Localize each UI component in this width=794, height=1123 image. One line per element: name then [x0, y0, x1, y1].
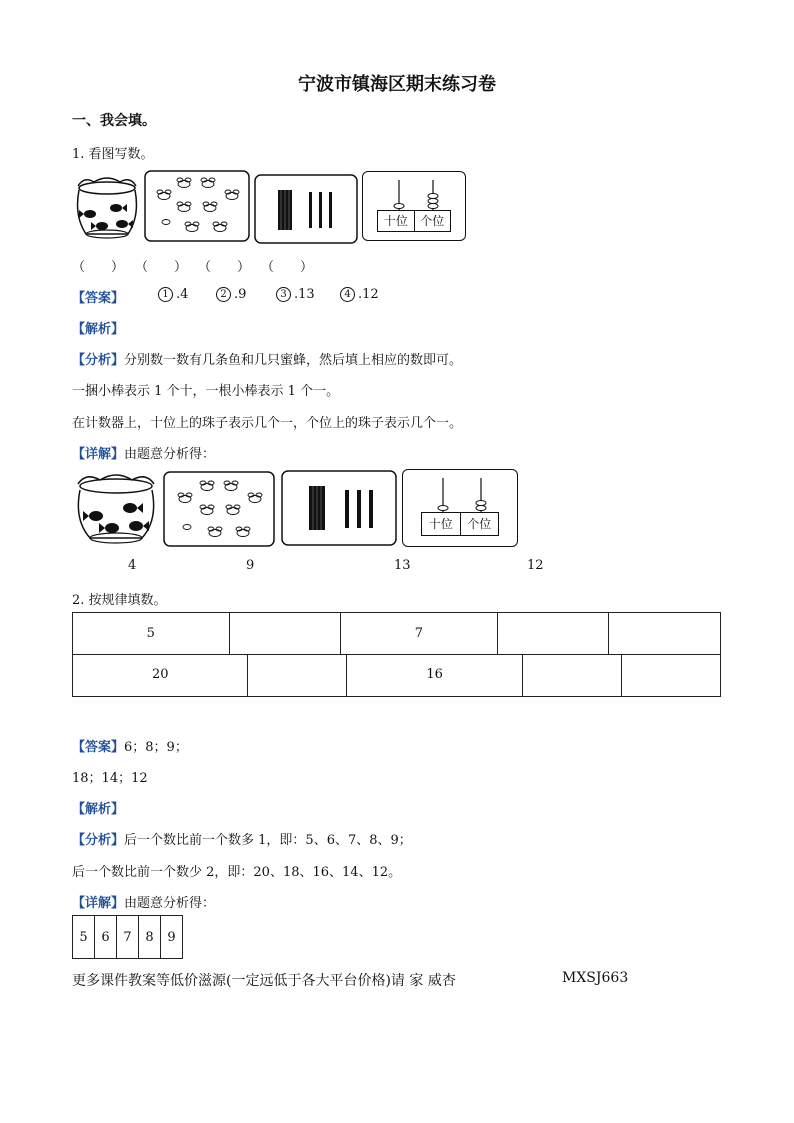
tens-label: 十位: [422, 513, 461, 535]
answer-item: [340, 287, 379, 302]
xiangjie-tag: 【详解】: [72, 447, 125, 462]
fenxi-text: 分别数一数有几条鱼和几只蜜蜂，然后填上相应的数即可。: [124, 353, 463, 368]
table-cell: 7: [117, 916, 139, 959]
page-title: 宁波市镇海区期末练习卷: [298, 74, 496, 95]
pattern-table-row2: [72, 654, 721, 697]
footer-note: 更多课件教案等低价滋源(一定远低于各大平台价格)请 家 威杏: [72, 973, 456, 989]
answer-tag: 【答案】: [72, 740, 125, 755]
jiexi-tag: 【解析】: [72, 802, 125, 817]
fish-bowl-picture: [72, 470, 160, 548]
analysis-line: [72, 349, 462, 368]
pattern-table-row1: [72, 612, 721, 655]
fish-bowl-picture: [72, 172, 142, 244]
table-cell: 8: [139, 916, 161, 959]
detail-line: [72, 443, 215, 462]
fenxi-text: 后一个数比前一个数多 1，即：5、6、7、8、9；: [124, 833, 412, 848]
place-value-box: [421, 512, 499, 536]
result-value: 12: [527, 558, 544, 573]
ones-label: 个位: [467, 517, 492, 531]
circled-number: 2: [216, 287, 231, 302]
table-cell: 9: [161, 916, 183, 959]
answer-text: 6；8；9；: [124, 740, 188, 755]
place-value-box: [377, 210, 451, 232]
answer-blank: （ ）: [135, 260, 188, 275]
answer-value: .4: [176, 287, 189, 302]
analysis-line: [72, 829, 412, 848]
question-1-label: 1. 看图写数。: [72, 147, 154, 162]
xiangjie-tag: 【详解】: [72, 896, 125, 911]
tens-label: 十位: [378, 211, 415, 231]
answer-text: 18；14；12: [72, 771, 148, 786]
question-2-label: 2. 按规律填数。: [72, 593, 167, 608]
jiexi-tag: 【解析】: [72, 322, 125, 337]
fenxi-tag: 【分析】: [72, 833, 125, 848]
fenxi-tag: 【分析】: [72, 353, 125, 368]
circled-number: 4: [340, 287, 355, 302]
analysis-line: 后一个数比前一个数少 2，即：20、18、16、14、12。: [72, 865, 402, 880]
bees-picture: [144, 170, 250, 242]
table-cell: 16: [347, 654, 522, 696]
table-cell: 6: [95, 916, 117, 959]
answer-blank: （ ）: [198, 260, 251, 275]
footer-code: MXSJ663: [562, 970, 629, 986]
answer-tag: 【答案】: [72, 291, 125, 306]
table-cell: [522, 654, 621, 696]
section-heading: 一、我会填。: [72, 113, 156, 129]
table-cell: [248, 654, 347, 696]
table-cell: [497, 613, 609, 655]
answer-item: [276, 287, 315, 302]
answer-blank: （ ）: [72, 260, 125, 275]
result-value: 13: [394, 558, 411, 573]
table-cell: 7: [341, 613, 498, 655]
table-cell: 20: [73, 654, 248, 696]
answer-value: .13: [294, 287, 315, 302]
abacus-picture: [402, 469, 518, 547]
table-cell: [621, 654, 720, 696]
analysis-line: 在计数器上，十位上的珠子表示几个一，个位上的珠子表示几个一。: [72, 416, 463, 431]
sequence-table: [72, 915, 183, 959]
sticks-picture: [281, 470, 397, 546]
answer-item: [216, 287, 246, 302]
detail-line: [72, 892, 215, 911]
xiangjie-text: 由题意分析得：: [124, 896, 216, 911]
analysis-line: 一捆小棒表示 1 个十，一根小棒表示 1 个一。: [72, 384, 340, 399]
answer-value: .9: [234, 287, 247, 302]
table-cell: [609, 613, 721, 655]
table-cell: 5: [73, 613, 230, 655]
answer-value: .12: [358, 287, 379, 302]
table-cell: [229, 613, 341, 655]
answer-blank: （ ）: [261, 260, 314, 275]
table-cell: 5: [73, 916, 95, 959]
circled-number: 1: [158, 287, 173, 302]
circled-number: 3: [276, 287, 291, 302]
sticks-picture: [254, 174, 358, 244]
result-value: 4: [128, 558, 137, 573]
xiangjie-text: 由题意分析得：: [124, 447, 216, 462]
q1-answer-line: [72, 287, 124, 306]
q2-answer-line: [72, 736, 188, 755]
result-value: 9: [246, 558, 255, 573]
bees-picture: [163, 471, 275, 547]
ones-label: 个位: [420, 214, 445, 228]
answer-item: [158, 287, 188, 302]
abacus-picture: [362, 171, 466, 241]
